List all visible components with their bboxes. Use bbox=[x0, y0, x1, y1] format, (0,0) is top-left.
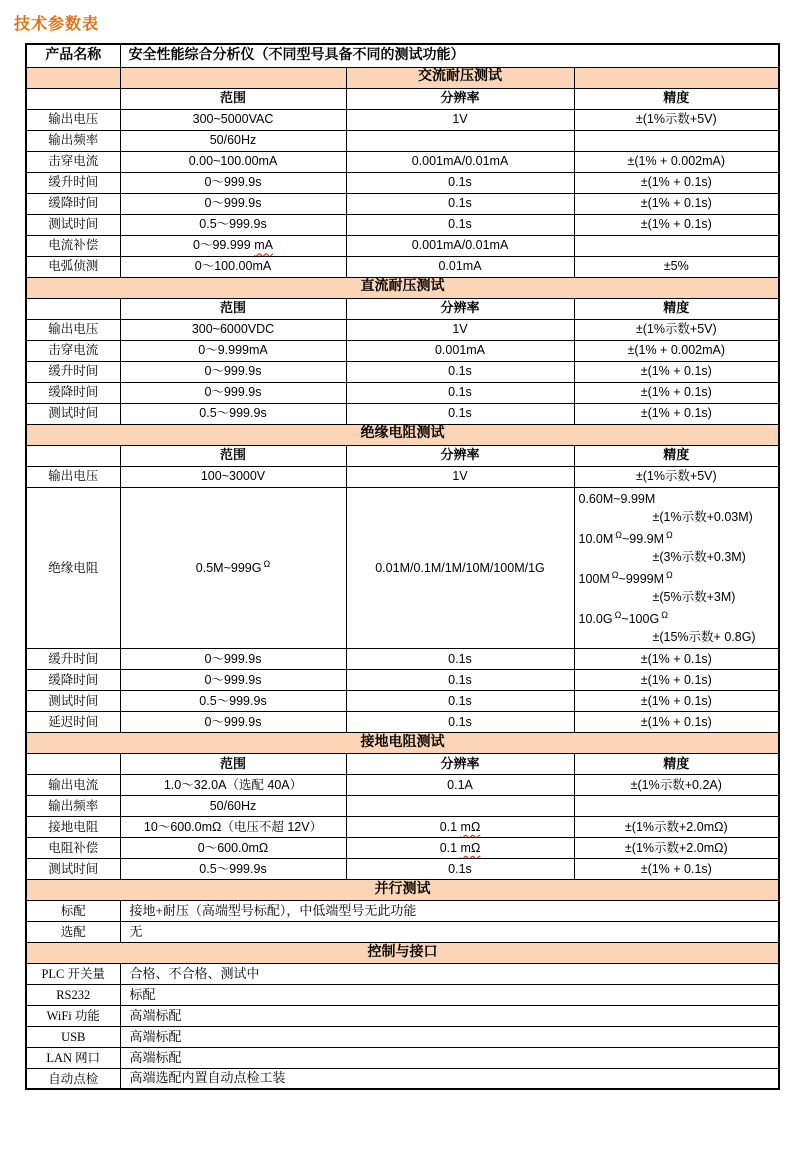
column-header-resolution: 分辨率 bbox=[346, 88, 574, 109]
spec-table bbox=[25, 43, 780, 1090]
parameter-range: 0.5～999.9s bbox=[120, 858, 346, 879]
section-title-spacer bbox=[120, 67, 346, 88]
parameter-row bbox=[26, 963, 779, 984]
parameter-accuracy: ±(1% + 0.002mA) bbox=[574, 340, 779, 361]
accuracy-line bbox=[579, 566, 775, 588]
section-title: 控制与接口 bbox=[26, 942, 779, 963]
parameter-range: 300~5000VAC bbox=[120, 109, 346, 130]
parameter-accuracy: ±(1% + 0.1s) bbox=[574, 172, 779, 193]
section-title: 并行测试 bbox=[26, 879, 779, 900]
parameter-label: 击穿电流 bbox=[26, 340, 120, 361]
parameter-accuracy: ±(1% + 0.1s) bbox=[574, 690, 779, 711]
parameter-label: 输出频率 bbox=[26, 130, 120, 151]
column-header-spacer bbox=[26, 298, 120, 319]
parameter-resolution: 0.001mA bbox=[346, 340, 574, 361]
product-name-label: 产品名称 bbox=[26, 44, 120, 67]
section-title: 交流耐压测试 bbox=[346, 67, 574, 88]
parameter-accuracy: ±(1%示数+5V) bbox=[574, 466, 779, 487]
text-segment: 0.1 bbox=[439, 819, 461, 834]
parameter-row bbox=[26, 921, 779, 942]
parameter-accuracy: ±(1% + 0.1s) bbox=[574, 403, 779, 424]
ohm-superscript: Ω bbox=[614, 609, 622, 620]
parameter-row bbox=[26, 1005, 779, 1026]
column-header-resolution: 分辨率 bbox=[346, 753, 574, 774]
ohm-superscript: Ω bbox=[666, 569, 673, 580]
parameter-accuracy: ±(1% + 0.1s) bbox=[574, 361, 779, 382]
parameter-range: 50/60Hz bbox=[120, 130, 346, 151]
parameter-range: 100~3000V bbox=[120, 466, 346, 487]
parameter-accuracy: ±(1%示数+2.0mΩ) bbox=[574, 816, 779, 837]
parameter-label: 输出电流 bbox=[26, 774, 120, 795]
parameter-accuracy bbox=[574, 795, 779, 816]
parameter-accuracy bbox=[574, 487, 779, 648]
parameter-row bbox=[26, 984, 779, 1005]
parameter-resolution bbox=[346, 816, 574, 837]
parameter-row bbox=[26, 711, 779, 732]
parameter-range: 0～999.9s bbox=[120, 669, 346, 690]
section-header-row bbox=[26, 732, 779, 753]
section-title: 绝缘电阻测试 bbox=[26, 424, 779, 445]
product-name-value: 安全性能综合分析仪（不同型号具备不同的测试功能） bbox=[120, 44, 779, 67]
parameter-label: 测试时间 bbox=[26, 403, 120, 424]
parameter-value: 无 bbox=[120, 921, 779, 942]
parameter-row bbox=[26, 193, 779, 214]
parameter-resolution bbox=[346, 130, 574, 151]
parameter-value: 标配 bbox=[120, 984, 779, 1005]
parameter-row bbox=[26, 900, 779, 921]
section-title: 直流耐压测试 bbox=[26, 277, 779, 298]
parameter-label: 电弧侦测 bbox=[26, 256, 120, 277]
parameter-resolution: 0.001mA/0.01mA bbox=[346, 235, 574, 256]
column-header-range: 范围 bbox=[120, 753, 346, 774]
parameter-row bbox=[26, 151, 779, 172]
parameter-label: 缓降时间 bbox=[26, 193, 120, 214]
parameter-resolution: 0.1A bbox=[346, 774, 574, 795]
parameter-row bbox=[26, 214, 779, 235]
parameter-label: 测试时间 bbox=[26, 690, 120, 711]
parameter-resolution: 1V bbox=[346, 466, 574, 487]
spec-sheet-page bbox=[0, 11, 800, 1090]
parameter-range: 0～100.00mA bbox=[120, 256, 346, 277]
column-header-spacer bbox=[26, 88, 120, 109]
accuracy-line bbox=[579, 628, 775, 646]
parameter-row bbox=[26, 109, 779, 130]
text-segment: 0.1 bbox=[439, 840, 461, 855]
column-header-resolution: 分辨率 bbox=[346, 298, 574, 319]
parameter-label: 输出电压 bbox=[26, 109, 120, 130]
section-header-row bbox=[26, 879, 779, 900]
parameter-range: 0～999.9s bbox=[120, 172, 346, 193]
parameter-range bbox=[120, 487, 346, 648]
parameter-resolution: 0.1s bbox=[346, 858, 574, 879]
parameter-label: 缓升时间 bbox=[26, 172, 120, 193]
parameter-value: 高端标配 bbox=[120, 1026, 779, 1047]
parameter-resolution: 0.1s bbox=[346, 648, 574, 669]
parameter-accuracy: ±(1% + 0.002mA) bbox=[574, 151, 779, 172]
accuracy-line bbox=[579, 588, 775, 606]
parameter-resolution bbox=[346, 837, 574, 858]
parameter-row bbox=[26, 1068, 779, 1089]
column-header-accuracy: 精度 bbox=[574, 753, 779, 774]
column-header-spacer bbox=[26, 445, 120, 466]
parameter-resolution: 0.1s bbox=[346, 669, 574, 690]
parameter-range: 10～600.0mΩ（电压不超 12V） bbox=[120, 816, 346, 837]
ohm-superscript: Ω bbox=[661, 609, 668, 620]
column-header-range: 范围 bbox=[120, 445, 346, 466]
text-segment: 0.5M~999G bbox=[195, 561, 262, 576]
text-segment: 0.60M~9.99M bbox=[578, 491, 656, 506]
column-header-row bbox=[26, 88, 779, 109]
parameter-row bbox=[26, 487, 779, 648]
column-header-row bbox=[26, 298, 779, 319]
text-segment: ±(3%示数+0.3M) bbox=[652, 549, 746, 564]
parameter-label: LAN 网口 bbox=[26, 1047, 120, 1068]
parameter-range: 1.0～32.0A（选配 40A） bbox=[120, 774, 346, 795]
parameter-resolution: 0.01mA bbox=[346, 256, 574, 277]
parameter-range: 0～999.9s bbox=[120, 711, 346, 732]
text-segment: 10.0G bbox=[578, 611, 613, 626]
parameter-row bbox=[26, 1026, 779, 1047]
parameter-accuracy: ±(1% + 0.1s) bbox=[574, 858, 779, 879]
parameter-row bbox=[26, 361, 779, 382]
parameter-range: 0.5～999.9s bbox=[120, 403, 346, 424]
parameter-value: 合格、不合格、测试中 bbox=[120, 963, 779, 984]
parameter-accuracy: ±(1% + 0.1s) bbox=[574, 648, 779, 669]
ohm-superscript: Ω bbox=[666, 529, 673, 540]
parameter-row bbox=[26, 382, 779, 403]
parameter-value: 高端标配 bbox=[120, 1005, 779, 1026]
parameter-label: 自动点检 bbox=[26, 1068, 120, 1089]
parameter-accuracy: ±(1%示数+2.0mΩ) bbox=[574, 837, 779, 858]
text-segment: ~99.9M bbox=[621, 531, 665, 546]
text-segment: ±(1%示数+0.03M) bbox=[652, 509, 753, 524]
parameter-row bbox=[26, 403, 779, 424]
section-title-spacer bbox=[574, 67, 779, 88]
parameter-accuracy: ±(1% + 0.1s) bbox=[574, 214, 779, 235]
parameter-accuracy bbox=[574, 130, 779, 151]
parameter-range: 0～999.9s bbox=[120, 382, 346, 403]
parameter-label: PLC 开关量 bbox=[26, 963, 120, 984]
parameter-accuracy: ±(1%示数+5V) bbox=[574, 319, 779, 340]
ohm-superscript: Ω bbox=[263, 559, 271, 570]
parameter-label: 输出频率 bbox=[26, 795, 120, 816]
parameter-label: RS232 bbox=[26, 984, 120, 1005]
parameter-value: 高端标配 bbox=[120, 1047, 779, 1068]
parameter-label: 缓升时间 bbox=[26, 361, 120, 382]
parameter-label: 击穿电流 bbox=[26, 151, 120, 172]
parameter-resolution: 1V bbox=[346, 109, 574, 130]
parameter-row bbox=[26, 130, 779, 151]
parameter-accuracy: ±(1% + 0.1s) bbox=[574, 711, 779, 732]
parameter-accuracy: ±(1% + 0.1s) bbox=[574, 382, 779, 403]
parameter-label: 缓降时间 bbox=[26, 382, 120, 403]
spellcheck-underlined-unit: mΩ bbox=[460, 840, 481, 855]
parameter-range: 0～600.0mΩ bbox=[120, 837, 346, 858]
parameter-resolution: 0.01M/0.1M/1M/10M/100M/1G bbox=[346, 487, 574, 648]
section-header-row bbox=[26, 67, 779, 88]
parameter-label: USB bbox=[26, 1026, 120, 1047]
parameter-row bbox=[26, 1047, 779, 1068]
accuracy-line bbox=[579, 490, 775, 508]
accuracy-line bbox=[579, 606, 775, 628]
parameter-accuracy: ±5% bbox=[574, 256, 779, 277]
parameter-range: 0.00~100.00mA bbox=[120, 151, 346, 172]
parameter-label: 绝缘电阻 bbox=[26, 487, 120, 648]
parameter-row bbox=[26, 172, 779, 193]
parameter-accuracy: ±(1%示数+5V) bbox=[574, 109, 779, 130]
product-row bbox=[26, 44, 779, 67]
text-segment: 100M bbox=[578, 571, 610, 586]
parameter-range: 50/60Hz bbox=[120, 795, 346, 816]
text-segment: ±(15%示数+ 0.8G) bbox=[652, 629, 756, 644]
parameter-label: 缓降时间 bbox=[26, 669, 120, 690]
parameter-row bbox=[26, 340, 779, 361]
text-segment: ~9999M bbox=[618, 571, 665, 586]
parameter-range: 0～999.9s bbox=[120, 361, 346, 382]
parameter-range: 0～9.999mA bbox=[120, 340, 346, 361]
parameter-accuracy: ±(1%示数+0.2A) bbox=[574, 774, 779, 795]
parameter-range: 300~6000VDC bbox=[120, 319, 346, 340]
parameter-resolution bbox=[346, 795, 574, 816]
parameter-label: 选配 bbox=[26, 921, 120, 942]
ohm-superscript: Ω bbox=[611, 569, 619, 580]
column-header-accuracy: 精度 bbox=[574, 298, 779, 319]
parameter-range: 0.5～999.9s bbox=[120, 214, 346, 235]
column-header-accuracy: 精度 bbox=[574, 88, 779, 109]
parameter-row bbox=[26, 858, 779, 879]
spellcheck-underlined-unit: mA bbox=[254, 238, 273, 253]
parameter-label: 缓升时间 bbox=[26, 648, 120, 669]
parameter-range: 0～999.9s bbox=[120, 193, 346, 214]
parameter-range: 0.5～999.9s bbox=[120, 690, 346, 711]
parameter-label: 标配 bbox=[26, 900, 120, 921]
parameter-row bbox=[26, 669, 779, 690]
accuracy-line bbox=[579, 548, 775, 566]
text-segment: 10.0M bbox=[578, 531, 614, 546]
parameter-row bbox=[26, 837, 779, 858]
parameter-range bbox=[120, 235, 346, 256]
parameter-resolution: 0.1s bbox=[346, 711, 574, 732]
parameter-value: 高端选配内置自动点检工装 bbox=[120, 1068, 779, 1089]
parameter-row bbox=[26, 235, 779, 256]
section-header-row bbox=[26, 942, 779, 963]
text-segment: 0～99.999 bbox=[193, 238, 255, 253]
spellcheck-underlined-unit: mΩ bbox=[460, 819, 481, 834]
parameter-resolution: 0.1s bbox=[346, 361, 574, 382]
parameter-row bbox=[26, 466, 779, 487]
parameter-accuracy: ±(1% + 0.1s) bbox=[574, 193, 779, 214]
parameter-label: 测试时间 bbox=[26, 214, 120, 235]
column-header-row bbox=[26, 445, 779, 466]
text-segment: ±(5%示数+3M) bbox=[652, 589, 736, 604]
column-header-row bbox=[26, 753, 779, 774]
parameter-resolution: 0.1s bbox=[346, 172, 574, 193]
parameter-resolution: 0.1s bbox=[346, 690, 574, 711]
parameter-label: 电流补偿 bbox=[26, 235, 120, 256]
column-header-range: 范围 bbox=[120, 88, 346, 109]
page-title: 技术参数表 bbox=[14, 16, 100, 33]
section-header-row bbox=[26, 424, 779, 445]
parameter-resolution: 0.1s bbox=[346, 382, 574, 403]
parameter-row bbox=[26, 795, 779, 816]
parameter-row bbox=[26, 816, 779, 837]
accuracy-line bbox=[579, 526, 775, 548]
accuracy-line bbox=[579, 508, 775, 526]
parameter-resolution: 0.1s bbox=[346, 193, 574, 214]
parameter-accuracy: ±(1% + 0.1s) bbox=[574, 669, 779, 690]
text-segment: ~100G bbox=[621, 611, 660, 626]
parameter-range: 0～999.9s bbox=[120, 648, 346, 669]
parameter-value: 接地+耐压（高端型号标配），中低端型号无此功能 bbox=[120, 900, 779, 921]
parameter-label: 输出电压 bbox=[26, 466, 120, 487]
column-header-spacer bbox=[26, 753, 120, 774]
parameter-label: WiFi 功能 bbox=[26, 1005, 120, 1026]
parameter-label: 输出电压 bbox=[26, 319, 120, 340]
section-title-spacer bbox=[26, 67, 120, 88]
ohm-superscript: Ω bbox=[615, 529, 622, 540]
section-header-row bbox=[26, 277, 779, 298]
column-header-range: 范围 bbox=[120, 298, 346, 319]
parameter-label: 测试时间 bbox=[26, 858, 120, 879]
parameter-row bbox=[26, 690, 779, 711]
parameter-resolution: 0.1s bbox=[346, 214, 574, 235]
parameter-accuracy bbox=[574, 235, 779, 256]
column-header-accuracy: 精度 bbox=[574, 445, 779, 466]
column-header-resolution: 分辨率 bbox=[346, 445, 574, 466]
parameter-row bbox=[26, 774, 779, 795]
section-title: 接地电阻测试 bbox=[26, 732, 779, 753]
parameter-row bbox=[26, 256, 779, 277]
parameter-row bbox=[26, 319, 779, 340]
parameter-row bbox=[26, 648, 779, 669]
parameter-resolution: 1V bbox=[346, 319, 574, 340]
parameter-label: 电阻补偿 bbox=[26, 837, 120, 858]
parameter-label: 延迟时间 bbox=[26, 711, 120, 732]
parameter-label: 接地电阻 bbox=[26, 816, 120, 837]
parameter-resolution: 0.1s bbox=[346, 403, 574, 424]
parameter-resolution: 0.001mA/0.01mA bbox=[346, 151, 574, 172]
